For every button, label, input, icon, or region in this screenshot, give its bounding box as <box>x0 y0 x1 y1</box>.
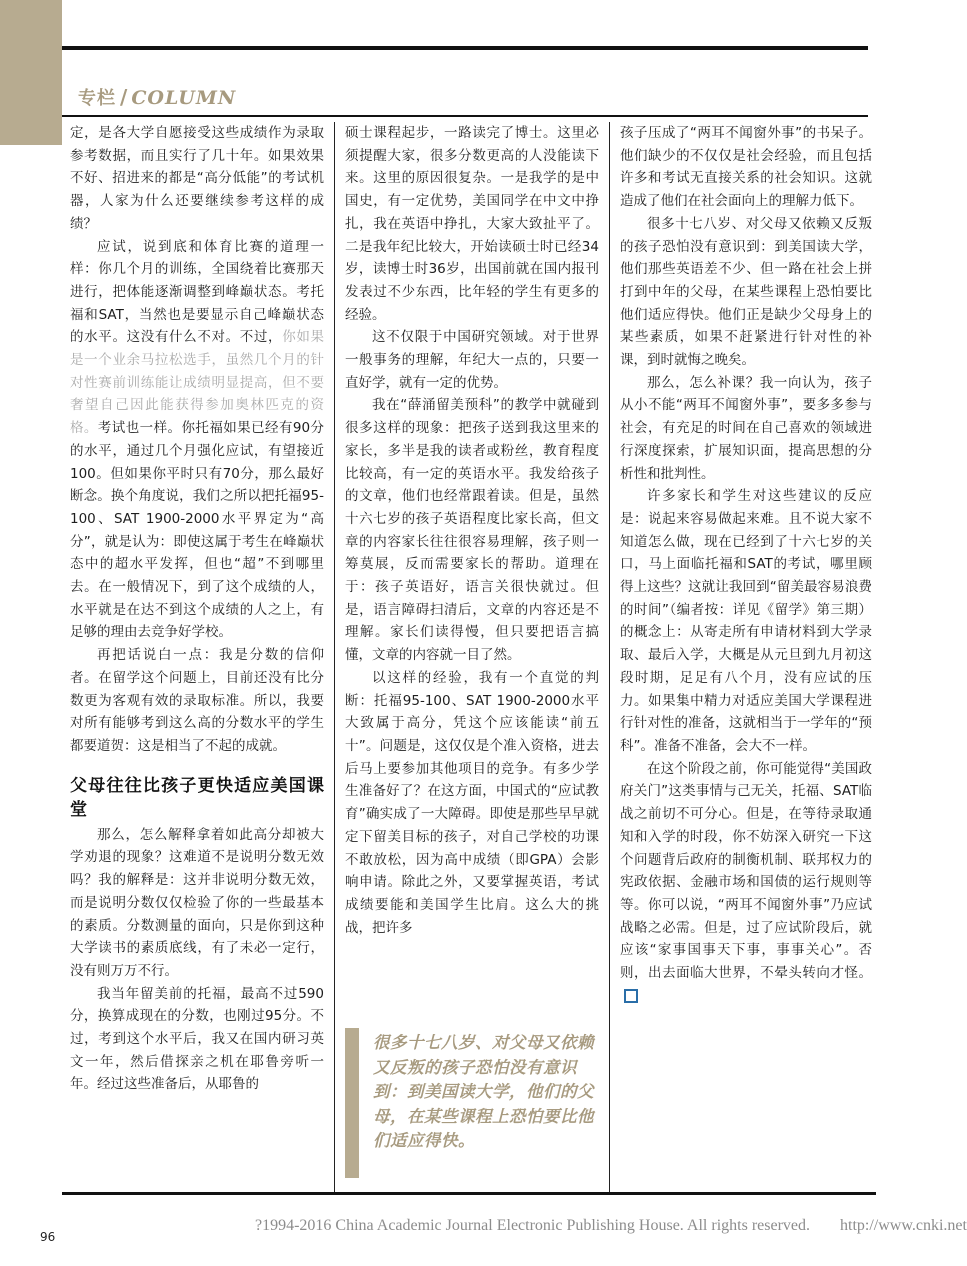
footer <box>255 1217 967 1235</box>
column-divider <box>334 122 335 1192</box>
end-mark-icon <box>624 989 638 1003</box>
text-column-1 <box>70 122 324 1096</box>
bottom-rule <box>62 1192 876 1195</box>
paragraph-text: 考试也一样。你托福如果已经有90分的水平，通过几个月强化应试，有望接近100。但如果你平时只有70分，那么最好断念。换个角度说，我们之所以把托福95-100、SAT 1900-2000水平界定为“高分”，就是认为：即使这属于考生在峰巅状态中的超水平发挥，但也“超”不到哪里去。在一般情况下，到了这个成绩的人，水平就是在达不到这个成绩的人之上，有足够的理由去竞争好学校。 <box>70 420 325 641</box>
paragraph: 那么，怎么补课？我一向认为，孩子从小不能“两耳不闻窗外事”，要多多参与社会，有充足的时间在自己喜欢的领域进行深度探索，扩展知识面，提高思想的分析性和批判性。 <box>620 374 872 482</box>
column-header <box>78 84 236 114</box>
paragraph: 定，是各大学自愿接受这些成绩作为录取参考数据，而且实行了几十年。如果效果不好、招进来的都是“高分低能”的考试机器，人家为什么还要继续参考这样的成绩？ <box>70 125 324 232</box>
paragraph-text: 应试，说到底和体育比赛的道理一样：你几个月的训练，全国绕着比赛那天进行，把体能逐渐调整到峰巅状态。考托福和SAT，当然也是要显示自己峰巅状态的水平。这没有什么不对。不过， <box>70 238 324 346</box>
footer-url-link[interactable]: http://www.cnki.net <box>840 1217 967 1234</box>
header-separator: / <box>120 85 128 109</box>
paragraph: 那么，怎么解释拿着如此高分却被大学劝退的现象？这难道不是说明分数无效吗？我的解释是：这并非说明分数无效，而是说明分数仅仅检验了你的一些最基本的素质。分数测量的面向，只是你到这种大学读书的素质底线，有了未必一定行，没有则万万不行。 <box>70 826 324 979</box>
paragraph-text: 在这个阶段之前，你可能觉得“美国政府关门”这类事情与己无关，托福、SAT临战之前切不可分心。但是，在等待录取通知和入学的时段，你不妨深入研究一下这个问题背后政府的制衡机制、联邦权力的宪政依据、金融市场和国债的运行规则等等。你可以说，“两耳不闻窗外事”乃应试战略之必需。但是，过了应试阶段后，就应该“家事国事天下事，事事关心”。否则，出去面临大世界，不晕头转向才怪。 <box>620 760 872 982</box>
header-en: COLUMN <box>131 87 237 109</box>
header-rule <box>62 115 868 117</box>
paragraph: 这不仅限于中国研究领域。对于世界一般事务的理解，年纪大一点的，只要一直好学，就有一定的优势。 <box>345 329 599 391</box>
page-number: 96 <box>40 1230 56 1244</box>
text-column-3 <box>620 122 872 1007</box>
paragraph <box>70 236 324 645</box>
paragraph: 孩子压成了“两耳不闻窗外事”的书呆子。他们缺少的不仅仅是社会经验，而且包括许多和考试无直接关系的社会知识。这就造成了他们在社会面向上的理解力低下。 <box>620 125 872 210</box>
header-cn: 专栏 <box>78 88 116 109</box>
text-column-2 <box>345 122 599 939</box>
highlighted-text: 你如果是一个业余马拉松选手，虽然几个月的针对性赛前训练能让成绩明显提高，但不要奢望自己因此能获得参加奥林匹克的资格。 <box>70 329 325 437</box>
paragraph: 许多家长和学生对这些建议的反应是：说起来容易做起来难。且不说大家不知道怎么做，现在已经到了十六七岁的关口，马上面临托福和SAT的考试，哪里顾得上这些？这就让我回到“留美最容易浪费的时间”（编者按：详见《留学》第三期）的概念上：从寄走所有申请材料到大学录取、最后入学，大概是从元旦到九月初这段时期，足足有八个月，没有应试的压力。如果集中精力对适应美国大学课程进行针对性的准备，这就相当于一学年的“预科”。准备不准备，会大不一样。 <box>620 488 872 754</box>
copyright-text: ?1994-2016 China Academic Journal Electronic Publishing House. All rights reserved. <box>255 1217 810 1234</box>
column-divider <box>609 122 610 1192</box>
top-rule <box>62 46 868 50</box>
paragraph: 很多十七八岁、对父母又依赖又反叛的孩子恐怕没有意识到：到美国读大学，他们那些英语差不少、但一路在社会上拼打到中年的父母，在某些课程上恐怕要比他们适应得快。他们正是缺少父母身上的某些素质，如果不赶紧进行针对性的补课，到时就悔之晚矣。 <box>620 215 872 369</box>
paragraph: 硕士课程起步，一路读完了博士。这里必须提醒大家，很多分数更高的人没能读下来。这里的原因很复杂。一是我学的是中国史，有一定优势，美国同学在中文中挣扎，我在英语中挣扎，大家大致扯平了。二是我年纪比较大，开始读硕士时已经34岁，读博士时36岁，出国前就在国内报刊发表过不少东西，比年轻的学生有更多的经验。 <box>345 125 599 323</box>
corner-color-block <box>0 0 62 145</box>
paragraph: 我在“薛涌留美预科”的教学中就碰到很多这样的现象：把孩子送到我这里来的家长，多半是我的读者或粉丝，教育程度比较高，有一定的英语水平。我发给孩子的文章，他们也经常跟着读。但是，虽然十六七岁的孩子英语程度比家长高，但文章的内容家长往往很容易理解，孩子则一筹莫展，反而需要家长的帮助。道理在于：孩子英语好，语言关很快就过。但是，语言障碍扫清后，文章的内容还是不理解。家长们读得慢，但只要把语言搞懂，文章的内容就一目了然。 <box>345 397 599 664</box>
paragraph <box>620 758 872 1008</box>
pull-quote: 很多十七八岁、对父母又依赖又反叛的孩子恐怕没有意识到：到美国读大学，他们的父母，在某些课程上恐怕要比他们适应得快。 <box>345 1028 599 1178</box>
paragraph: 以这样的经验，我有一个直觉的判断：托福95-100、SAT 1900-2000水平大致属于高分，凭这个应该能读“前五十”。问题是，这仅仅是个准入资格，进去后马上要参加其他项目的竞争。有多少学生准备好了？在这方面，中国式的“应试教育”确实成了一大障碍。即使是那些早早就定下留美目标的孩子，对自己学校的功课不敢放松，因为高中成绩（即GPA）会影响申请。除此之外，又要掌握英语，考试成绩要能和美国学生比肩。这么大的挑战，把许多 <box>345 669 599 936</box>
section-subheading: 父母往往比孩子更快适应美国课堂 <box>70 775 324 820</box>
paragraph: 再把话说白一点：我是分数的信仰者。在留学这个问题上，目前还没有比分数更为客观有效的录取标准。所以，我要对所有能够考到这么高的分数水平的学生都要道贺：这是相当了不起的成就。 <box>70 647 324 754</box>
paragraph: 我当年留美前的托福，最高不过590分，换算成现在的分数，也刚过95分。不过，考到这个水平后，我又在国内研习英文一年，然后借探亲之机在耶鲁旁听一年。经过这些准备后，从耶鲁的 <box>70 985 324 1093</box>
